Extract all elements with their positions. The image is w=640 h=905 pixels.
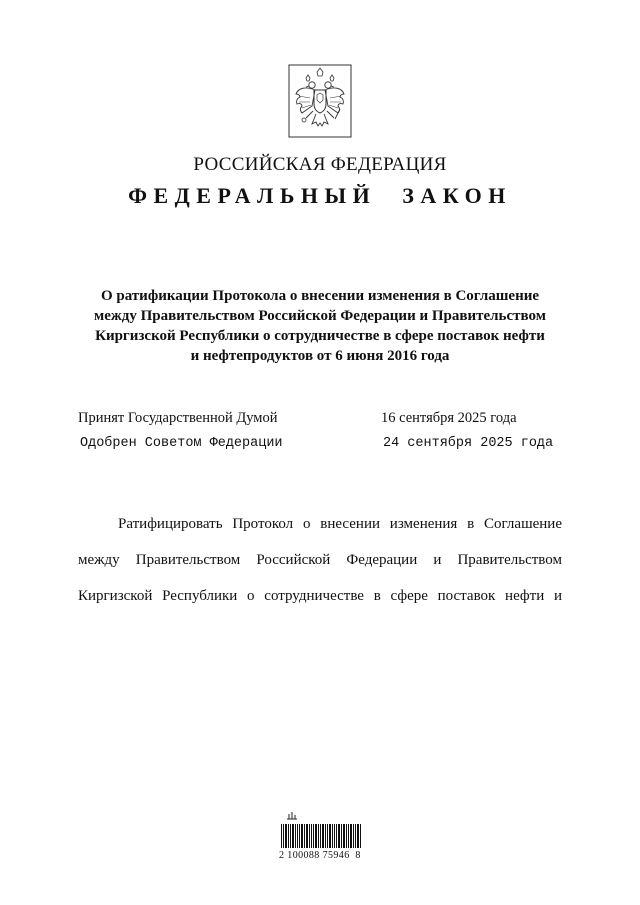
- country-name: РОССИЙСКАЯ ФЕДЕРАЦИЯ: [193, 154, 447, 175]
- law-title: [70, 286, 570, 366]
- duma-adoption-date: 16 сентября 2025 года: [381, 410, 517, 426]
- body-text-line: Ратифицировать Протокол о внесении изменения в Соглашение: [118, 516, 562, 532]
- body-text-line: Киргизской Республики о сотрудничестве в сфере поставок нефти и: [78, 588, 562, 604]
- law-title-line: О ратификации Протокола о внесении изменения в Соглашение: [100, 288, 540, 304]
- council-approval-date: 24 сентября 2025 года: [383, 436, 554, 451]
- law-title-line: и нефтепродуктов от 6 июня 2016 года: [190, 348, 450, 364]
- council-approval-label: Одобрен Советом Федерации: [80, 436, 283, 451]
- barcode-number: 2 100088 75946 8: [279, 850, 361, 861]
- body-text-line: между Правительством Российской Федерации и Правительством: [78, 552, 562, 568]
- registration-mark-icon: [286, 811, 298, 821]
- duma-adoption-label: Принят Государственной Думой: [78, 410, 278, 426]
- law-title-line: Киргизской Республики о сотрудничестве в сфере поставок нефти: [95, 328, 545, 344]
- law-title-line: между Правительством Российской Федерации и Правительством: [94, 308, 546, 324]
- document-type: ФЕДЕРАЛЬНЫЙ ЗАКОН: [128, 183, 512, 208]
- coat-of-arms-icon: [288, 64, 352, 138]
- barcode-icon: [281, 824, 361, 848]
